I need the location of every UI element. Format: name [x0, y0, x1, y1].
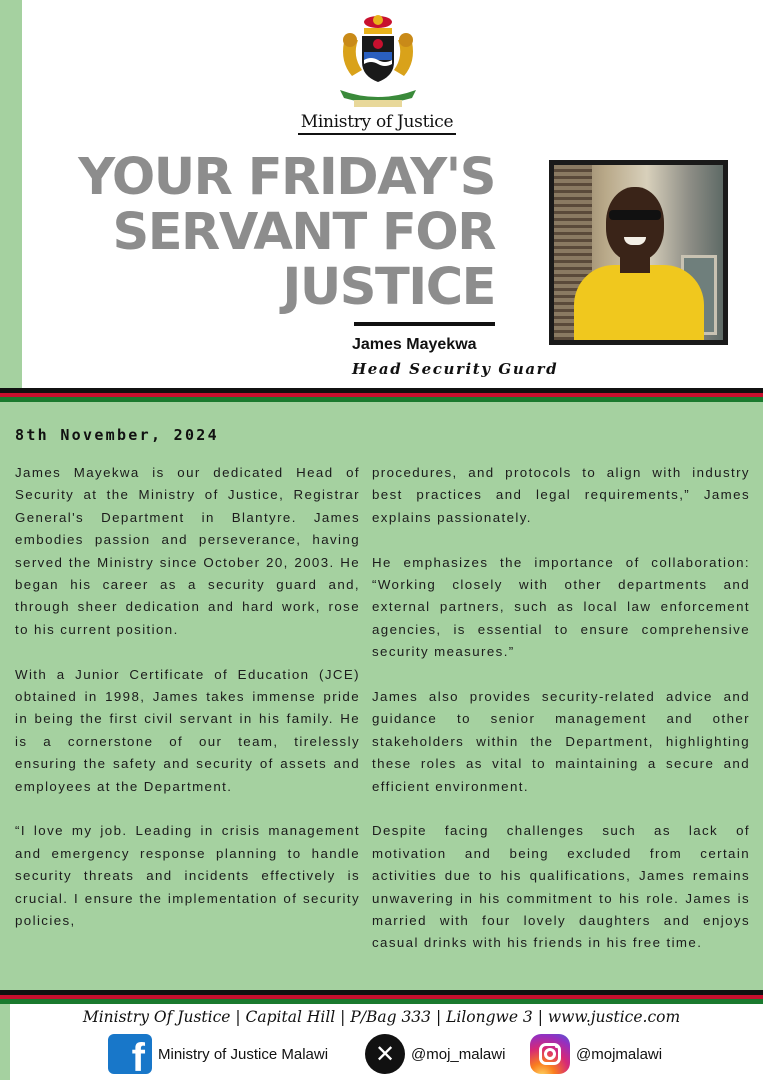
footer-address: Ministry Of Justice | Capital Hill | P/Bag 333 | Lilongwe 3 | www.justice.com: [82, 1008, 681, 1026]
paragraph: Despite facing challenges such as lack of motivation and being excluded from certain activities due to his qualifications, James remains unwavering in his commitment to his role. James is married with four lovely daughters and enjoys casual drinks with his friends in his free time.: [372, 823, 750, 951]
ministry-logo-text: Ministry of Justice: [300, 112, 454, 132]
paragraph: James Mayekwa is our dedicated Head of Security at the Ministry of Justice, Registrar General's Department in Blantyre. James embodies passion and perseverance, having served the Ministry since October 20, 2003. He began his career as a security guard and, through sheer dedication and hard work, rose to his current position.: [15, 465, 360, 637]
headline: [78, 150, 495, 315]
article-date: 8th November, 2024: [15, 426, 219, 444]
facebook-icon: f: [108, 1034, 152, 1074]
facebook-link[interactable]: [108, 1034, 329, 1080]
person-name: James Mayekwa: [352, 336, 477, 353]
logo-underline: [298, 133, 456, 135]
paragraph: With a Junior Certificate of Education (JCE) obtained in 1998, James takes immense pride in being the first civil servant in his family. He is a cornerstone of our team, tirelessly ensuring the safety and security of assets and employees at the Department.: [15, 666, 360, 794]
facebook-label: Ministry of Justice Malawi: [158, 1045, 329, 1063]
paragraph: procedures, and protocols to align with industry best practices and legal requirements,” James explains passionately.: [372, 465, 750, 525]
x-icon: ✕: [365, 1034, 405, 1074]
paragraph: He emphasizes the importance of collaboration: “Working closely with other departments and external partners, such as local law enforcement agencies, is essential to ensure comprehensive security measures.”: [372, 554, 750, 660]
article-column-right: [372, 462, 750, 955]
headline-line-1: YOUR FRIDAY'S: [78, 148, 495, 207]
paragraph: James also provides security-related advice and guidance to senior management and other stakeholders within the Department, highlighting these roles as vital to maintaining a secure and efficient environment.: [372, 689, 750, 794]
portrait-image: [554, 165, 723, 340]
instagram-handle: @mojmalawi: [576, 1045, 663, 1063]
person-title: Head Security Guard: [352, 360, 559, 378]
instagram-icon: [530, 1034, 570, 1074]
x-handle: @moj_malawi: [411, 1045, 506, 1063]
paragraph: “I love my job. Leading in crisis management and emergency response planning to handle security threats and incidents effectively is crucial. I ensure the implementation of security policies,: [15, 823, 360, 929]
headline-underline: [354, 322, 495, 326]
headline-line-2: SERVANT FOR: [112, 203, 495, 262]
left-green-strip: [0, 0, 22, 388]
instagram-link[interactable]: [530, 1034, 662, 1074]
portrait-photo: [549, 160, 728, 345]
headline-line-3: JUSTICE: [282, 258, 495, 317]
coat-of-arms-icon: [334, 12, 422, 112]
footer: [0, 1004, 763, 1080]
x-link[interactable]: [365, 1034, 505, 1074]
article-column-left: [15, 462, 360, 933]
